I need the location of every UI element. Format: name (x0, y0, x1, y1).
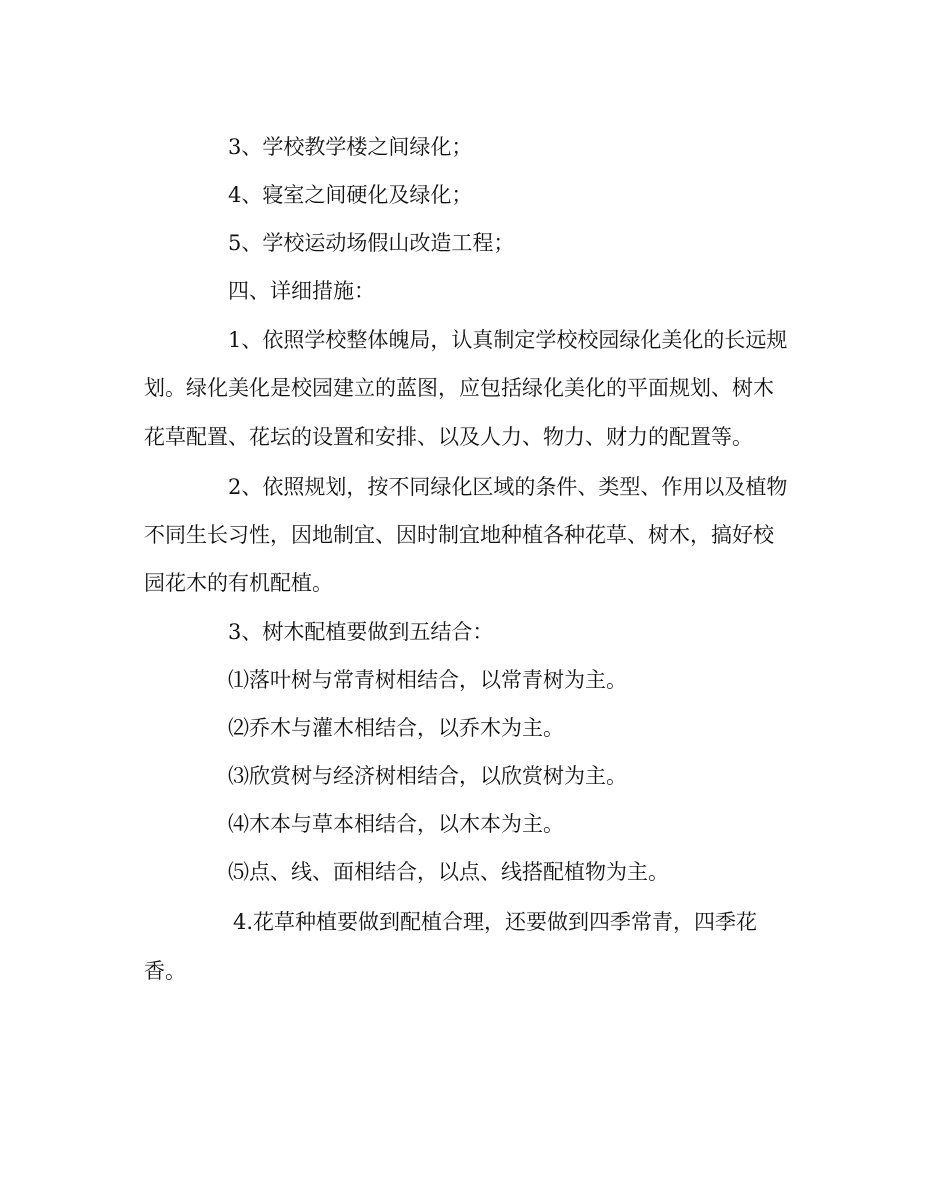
paragraph-3-heading: 3、树木配植要做到五结合： (228, 620, 494, 644)
paragraph-1-line-1: 1、依照学校整体魄局，认真制定学校校园绿化美化的长远规 (228, 328, 788, 352)
paragraph-1-line-3: 花草配置、花坛的设置和安排、以及人力、物力、财力的配置等。 (144, 425, 753, 449)
sub-item-5: ⑸点、线、面相结合，以点、线搭配植物为主。 (228, 860, 669, 884)
sub-item-4: ⑷木本与草本相结合，以木本为主。 (228, 812, 564, 836)
sub-item-1: ⑴落叶树与常青树相结合，以常青树为主。 (228, 668, 627, 692)
list-item-5: 5、学校运动场假山改造工程； (228, 231, 515, 255)
paragraph-2-line-1: 2、依照规划，按不同绿化区域的条件、类型、作用以及植物 (228, 475, 788, 499)
sub-item-3: ⑶欣赏树与经济树相结合，以欣赏树为主。 (228, 764, 627, 788)
paragraph-4-line-1: 4.花草种植要做到配植合理，还要做到四季常青，四季花 (233, 910, 758, 934)
paragraph-1-line-2: 划。绿化美化是校园建立的蓝图，应包括绿化美化的平面规划、树木 (144, 376, 774, 400)
sub-item-2: ⑵乔木与灌木相结合，以乔木为主。 (228, 716, 564, 740)
paragraph-4-line-2: 香。 (144, 959, 186, 983)
paragraph-2-line-2: 不同生长习性，因地制宜、因时制宜地种植各种花草、树木，搞好校 (144, 523, 774, 547)
list-item-3: 3、学校教学楼之间绿化； (228, 135, 473, 159)
paragraph-2-line-3: 园花木的有机配植。 (144, 571, 333, 595)
section-heading: 四、详细措施： (228, 279, 375, 303)
list-item-4: 4、寝室之间硬化及绿化； (228, 183, 473, 207)
